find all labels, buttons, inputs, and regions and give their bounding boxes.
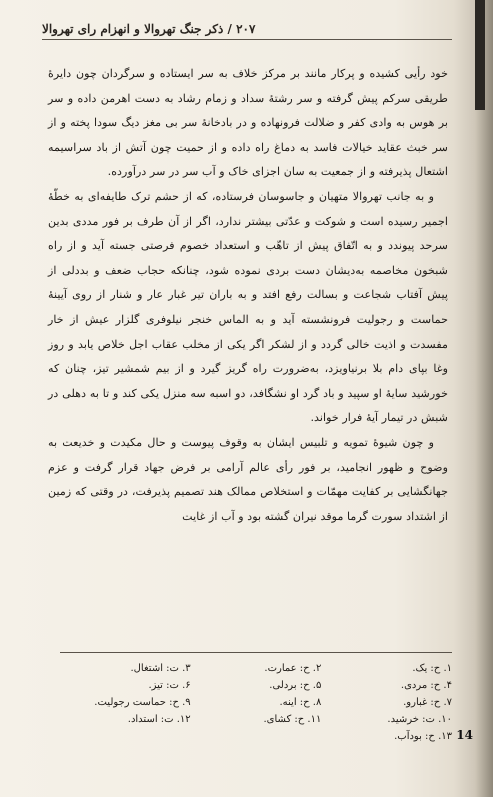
- footnote: ۷. ح: غبارو.: [403, 697, 452, 708]
- paragraph: خود رأیی کشیده و پرکار مانند بر مرکز خلاف به سر ایستاده و سرگردان چون دایرهٔ طریقی سرکم پیش گرفته و سر رشتهٔ سداد و زمام رشاد به دست اهرمن داده و سر بر هوس به وادی کفر و ضلالت فرونهاده و در بادخانهٔ سر بی مغز دیگ سودا پخته و از سر خبث عقاید خیالات فاسد به دماغ راه داده و از حمیت چون آتش از باد سراسیمه اشتعال پذیرفته و از جمعیت به سان اجزای خاک و آب سر در سر درآورده.: [48, 67, 448, 179]
- footnote: ۸. ح: اینه.: [279, 697, 322, 708]
- footnote: ۳. ت: اشتغال.: [130, 663, 191, 674]
- footnote: ۲. ح: عمارت.: [264, 663, 322, 674]
- footnote: ۹. ح: حماست رجولیت.: [94, 697, 191, 708]
- paragraph: و چون شیوهٔ تمویه و تلبیس ایشان به وقوف پیوست و حال مکیدت و خدیعت به وضوح و ظهور انجامید، بر فور رأی عالم آرامی بر فرض جهاد قرار گرفت و عزم جهانگشایی بر کفایت مهمّات و استخلاص ممالک هند تصمیم پذیرفت، در وقتی که زمین از اشتداد سورت گرما موقد نیران گشته بود و آب از غایت: [48, 435, 449, 523]
- paragraph: و به جانب تهروالا متهیان و جاسوسان فرستاده، که از حشم ترک طایفه‌ای به خطّهٔ اجمیر رسیده است و شوکت و عدّتی بیشتر ندارد، اگر از آن طرف بر فور مددی بدین سرحد پیوندد و به اتّفاق پیش از تاهّب و استعداد خصوم فرصتی جسته آید و از راه شبخون مخاصمه به‌دیشان دست بردی نموده شود، چنانکه حجاب ضعف و بددلی از پیش آفتاب شجاعت و بسالت رفع افتد و به باران تیر غبار عار و شنار از روی آیینهٔ حماست و رجولیت فرونشسته آید و به الماس خنجر نیلوفری گلزار عیش از خار مفسدت و اذیت خالی گردد و از لشکر اگر یکی از مخلب عقاب اجل خلاص یابد و روز وغا بپای دام بلا برنیاویزد، به‌ضرورت راه گریز گیرد و از بیم شمشیر تیز، چنان که خورشید سایهٔ او سپید و باد گرد او نشگافد، دو اسبه سه منزل یکی کند و تا به دهلی در شبش در تیمار آیهٔ فرار خواند.: [48, 189, 448, 425]
- footnote: ۶. ت: تیز.: [148, 680, 191, 691]
- footnote: ۱۲. ت: استداد.: [127, 714, 191, 725]
- book-spine-edge: [475, 0, 493, 797]
- footnote: ۱۱. ح: کشای.: [263, 714, 322, 725]
- footnote: ۱۰. ت: خرشید.: [387, 714, 452, 725]
- footnote: ۴. ح: مردی.: [400, 680, 452, 691]
- footnotes: [60, 652, 452, 742]
- footnote: ۱. ح: یک.: [412, 663, 452, 674]
- running-header: ۲۰۷ / ذکر جنگ تهروالا و انهزام رای تهروالا: [42, 22, 452, 40]
- binding-mark: [475, 0, 485, 110]
- footnote: ۱۳. ح: بودآب.: [394, 731, 452, 742]
- body-text: [48, 62, 448, 529]
- footnote: ۵. ح: بردلی.: [269, 680, 322, 691]
- page-number: 14: [456, 728, 473, 742]
